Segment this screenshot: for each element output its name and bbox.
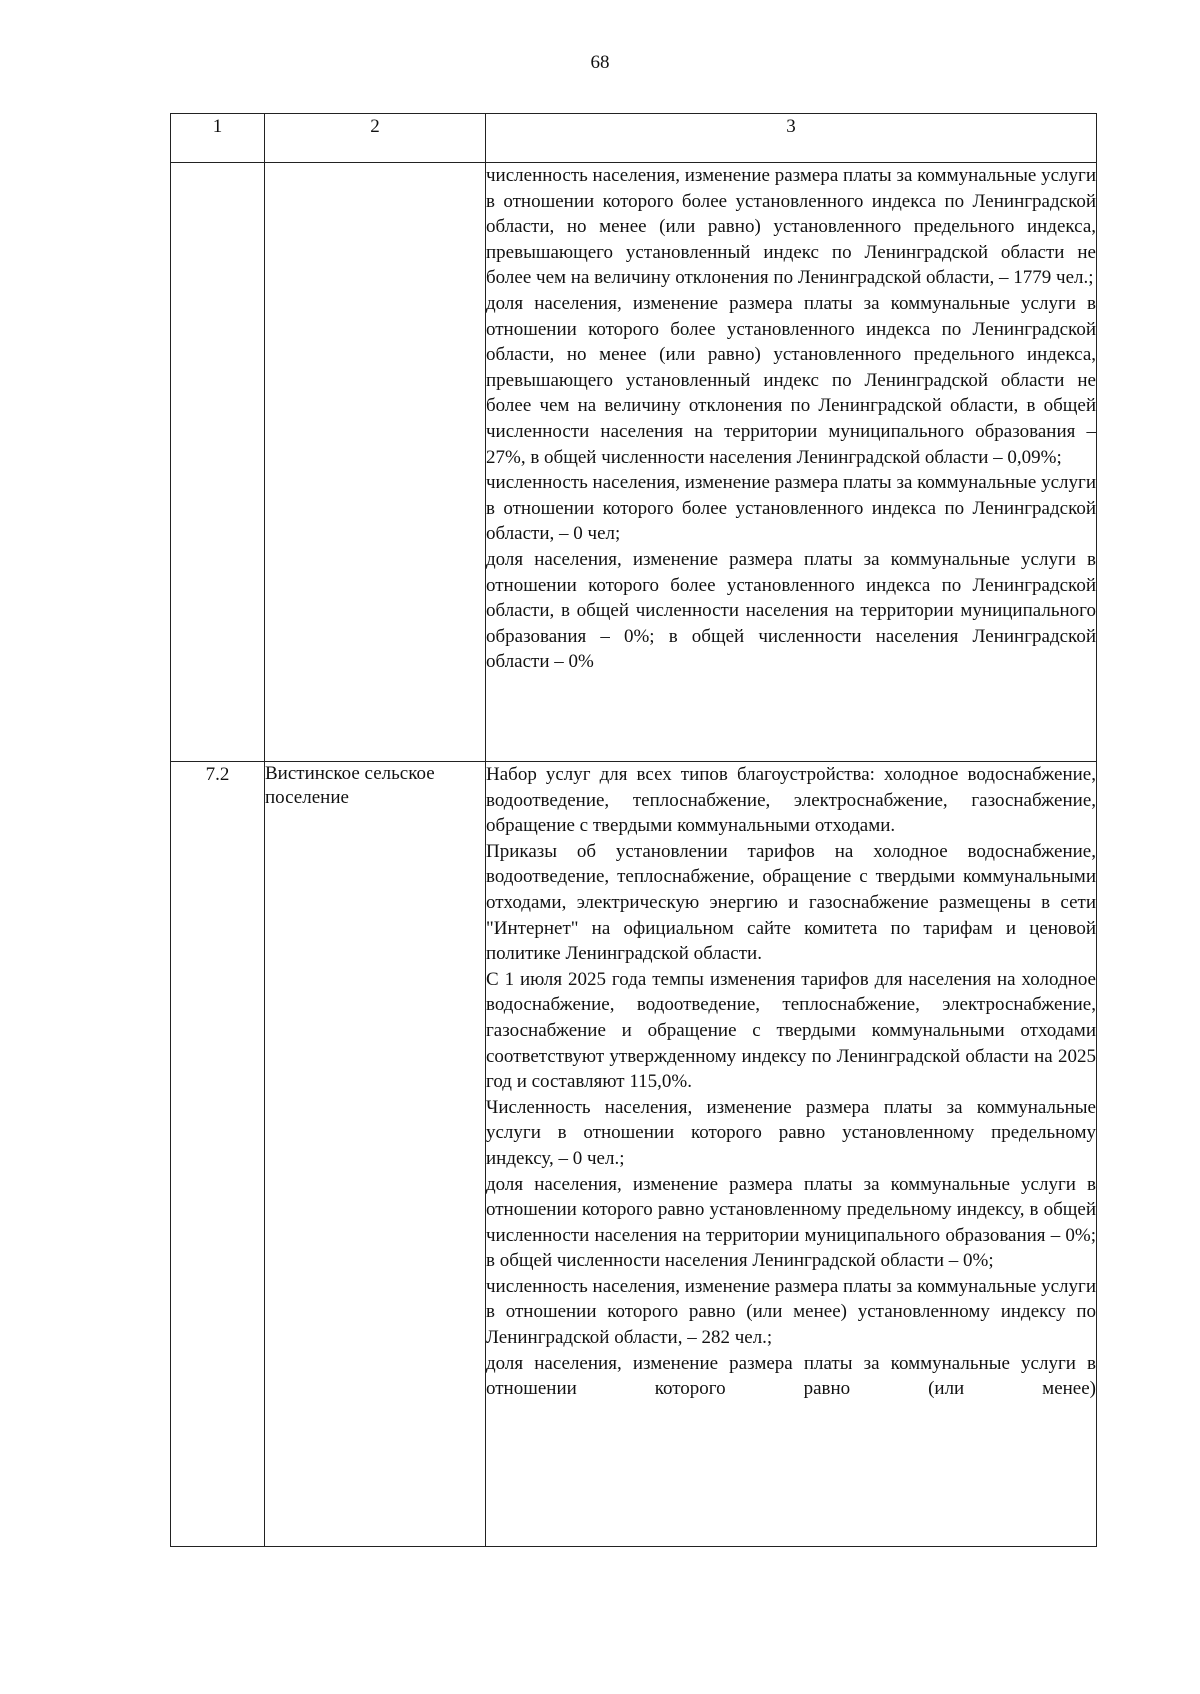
- paragraph: доля населения, изменение размера платы за коммунальные услуги в отношении которого равно установленному предельному индексу, в общей численности населения на территории муниципального образования – 0%; в общей численности населения Ленинградской области – 0%;: [486, 1173, 1096, 1272]
- settlement-name: [265, 163, 486, 762]
- paragraph: численность населения, изменение размера платы за коммунальные услуги в отношении которого более установленного индекса по Ленинградской области, – 0 чел;: [486, 472, 1096, 545]
- row-description: [486, 163, 1097, 762]
- tariff-table: [170, 113, 1097, 1547]
- column-header-1: 1: [171, 114, 265, 163]
- paragraph: Численность населения, изменение размера платы за коммунальные услуги в отношении которого равно установленному предельному индексу, – 0 чел.;: [486, 1096, 1096, 1169]
- paragraph: Приказы об установлении тарифов на холодное водоснабжение, водоотведение, теплоснабжение, обращение с твердыми коммунальными отходами, электрическую энергию и газоснабжение размещены в сети "Интернет" на официальном сайте комитета по тарифам и ценовой политике Ленинградской области.: [486, 840, 1096, 965]
- row-number: [171, 163, 265, 762]
- table-row: [171, 762, 1097, 1547]
- row-number: 7.2: [171, 762, 265, 1547]
- column-header-3: 3: [486, 114, 1097, 163]
- paragraph: доля населения, изменение размера платы за коммунальные услуги в отношении которого более установленного индекса по Ленинградской области, но менее (или равно) установленного предельного индекса, превышающего установленный индекс по Ленинградской области не более чем на величину отклонения по Ленинградской области, в общей численности населения на территории муниципального образования – 27%, в общей численности населения Ленинградской области – 0,09%;: [486, 292, 1096, 468]
- paragraph: доля населения, изменение размера платы за коммунальные услуги в отношении которого более установленного индекса по Ленинградской области, в общей численности населения на территории муниципального образования – 0%; в общей численности населения Ленинградской области – 0%: [486, 548, 1096, 673]
- page-number: 68: [590, 52, 610, 73]
- paragraph: доля населения, изменение размера платы за коммунальные услуги в отношении которого равно (или менее): [486, 1352, 1096, 1400]
- paragraph: численность населения, изменение размера платы за коммунальные услуги в отношении которого равно (или менее) установленному индексу по Ленинградской области, – 282 чел.;: [486, 1275, 1096, 1349]
- column-header-2: 2: [265, 114, 486, 163]
- table-header-row: [171, 114, 1097, 163]
- paragraph: численность населения, изменение размера платы за коммунальные услуги в отношении которого более установленного индекса по Ленинградской области, но менее (или равно) установленного предельного индекса, превышающего установленный индекс по Ленинградской области не более чем на величину отклонения по Ленинградской области, – 1779 чел.;: [486, 165, 1096, 289]
- paragraph: Набор услуг для всех типов благоустройства: холодное водоснабжение, водоотведение, теплоснабжение, электроснабжение, газоснабжение, обращение с твердыми коммунальными отходами.: [486, 764, 1096, 837]
- paragraph: С 1 июля 2025 года темпы изменения тарифов для населения на холодное водоснабжение, водоотведение, теплоснабжение, электроснабжение, газоснабжение и обращение с твердыми коммунальными отходами соответствуют утвержденному индексу по Ленинградской области на 2025 год и составляют 115,0%.: [486, 968, 1096, 1093]
- row-description: [486, 762, 1097, 1547]
- settlement-name: Вистинское сельское поселение: [265, 762, 486, 1547]
- table-row: [171, 163, 1097, 762]
